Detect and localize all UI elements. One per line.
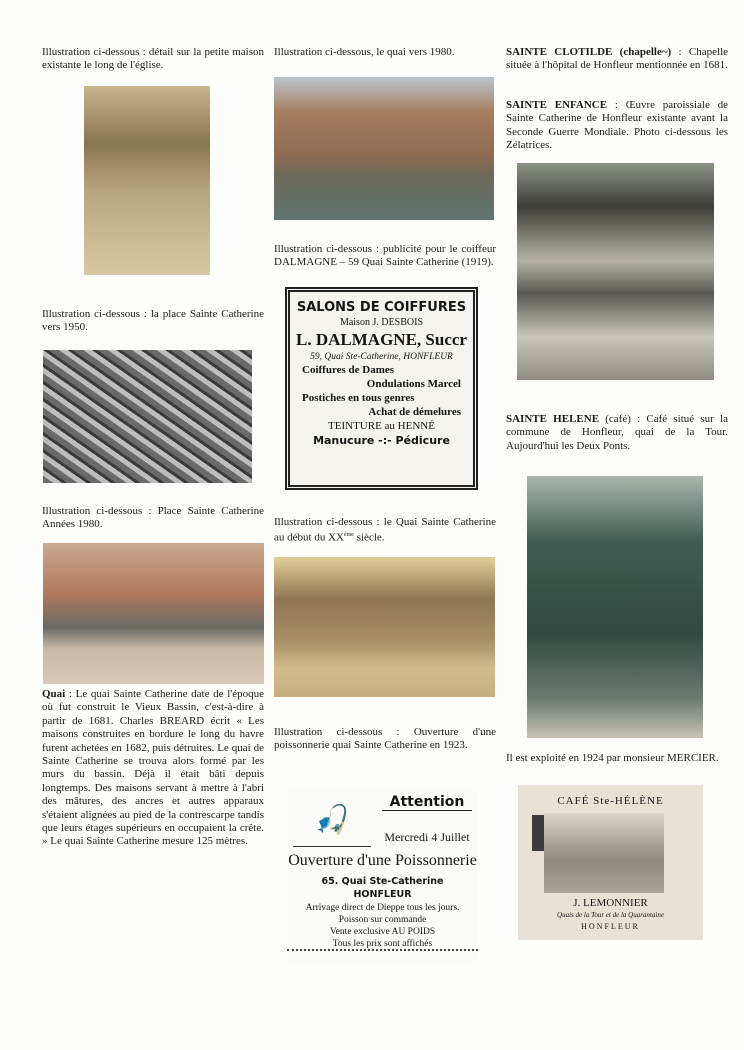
entry-title: SAINTE CLOTILDE (chapelle~) bbox=[506, 46, 672, 58]
caption-quai-1980: Illustration ci-dessous, le quai vers 1980. bbox=[274, 46, 455, 58]
ad-line: 59, Quai Ste-Catherine, HONFLEUR bbox=[310, 352, 453, 362]
caption-place-1980: Illustration ci-dessous : Place Sainte Catherine Années 1980. bbox=[42, 505, 264, 531]
ad-line: HONFLEUR bbox=[353, 889, 412, 900]
ad-line: Attention bbox=[382, 794, 472, 811]
ad-cafe-sainte-helene bbox=[518, 785, 703, 940]
ad-line: Vente exclusive AU POIDS bbox=[329, 927, 436, 937]
ad-line: HONFLEUR bbox=[581, 922, 640, 931]
entry-mercier: Il est exploité en 1924 par monsieur MERCIER. bbox=[506, 752, 719, 764]
ad-line: SALONS DE COIFFURES bbox=[296, 300, 467, 315]
entry-sainte-clotilde bbox=[506, 46, 728, 73]
photo-cafe-sainte-helene bbox=[527, 476, 703, 738]
ad-line: Mercredi 4 Juillet bbox=[384, 830, 470, 844]
caption-dalmagne: Illustration ci-dessous : publicité pour le coiffeur DALMAGNE – 59 Quai Sainte Catherine (1919). bbox=[274, 243, 496, 269]
postcard-quai-xxe bbox=[274, 557, 495, 697]
ad-line: Arrivage direct de Dieppe tous les jours. bbox=[305, 903, 460, 913]
caption-text: siècle. bbox=[353, 532, 385, 545]
ad-line: Achat de démelures bbox=[368, 406, 461, 418]
entry-text: : Œuvre paroissiale de Sainte Catherine de Honfleur existante avant la Seconde Guerre Mondiale. Photo ci-dessous les Zélatrices. bbox=[506, 99, 728, 152]
landscape-illustration bbox=[544, 813, 664, 893]
quai-text: : Le quai Sainte Catherine date de l'époque où fut construit le Vieux Bassin, c'est-à-dire à partir de 1681. Charles BREARD écrit « Les maisons construites en bordure le long du havre furent achetées en 1682, puis détruites. Le quai de Sainte Catherine se trouva alors formé par les murs du bassin. Déjà il était bâti depuis longtemps. Des maisons servant à mettre à l'abri des mâtures, des ancres et autres apparaux s'étaient alignées au pied de la contrescarpe tandis que leurs étages supérieurs en occupaient la crête. » Le quai Sainte Catherine mesure 125 mètres. bbox=[42, 688, 264, 848]
entry-text: : Chapelle située à l'hôpital de Honfleur mentionnée en 1681. bbox=[506, 46, 729, 72]
entry-title: SAINTE HELENE bbox=[506, 413, 600, 425]
ad-line: Ouverture d'une Poissonnerie bbox=[288, 852, 477, 869]
ad-line: Tous les prix sont affichés bbox=[287, 939, 478, 951]
caption-place-1950: Illustration ci-dessous : la place Sainte Catherine vers 1950. bbox=[42, 308, 264, 334]
ad-poissonnerie bbox=[287, 790, 478, 962]
entry-text: (café) : Café situé sur la commune de Honfleur, quai de la Tour. Aujourd'hui les Deux Ponts. bbox=[506, 413, 728, 452]
caption-quai-xxe bbox=[274, 516, 496, 545]
ad-line: CAFÉ Ste-HÉLÈNE bbox=[557, 795, 664, 807]
ad-line: Coiffures de Dames bbox=[302, 364, 395, 376]
ad-line: L. DALMAGNE, Succr bbox=[296, 330, 467, 349]
caption-petite-maison: Illustration ci-dessous : détail sur la petite maison existante le long de l'église. bbox=[42, 46, 264, 72]
ad-line: Manucure -:- Pédicure bbox=[313, 434, 450, 447]
ad-line: 65. Quai Ste-Catherine bbox=[321, 876, 444, 887]
caption-poissonnerie: Illustration ci-dessous : Ouverture d'une poissonnerie quai Sainte Catherine en 1923. bbox=[274, 726, 496, 752]
ad-line: TEINTURE au HENNÉ bbox=[328, 420, 435, 432]
ad-line: J. LEMONNIER bbox=[573, 897, 648, 909]
entry-title: SAINTE ENFANCE bbox=[506, 99, 608, 111]
ad-dalmagne bbox=[285, 287, 478, 490]
entry-sainte-enfance bbox=[506, 99, 728, 153]
ad-line: Quais de la Tour et de la Quarantaine bbox=[557, 911, 664, 919]
caption-sup: ème bbox=[343, 532, 354, 539]
fisherman-icon: 🎣 bbox=[293, 796, 371, 847]
ad-line: Postiches en tous genres bbox=[302, 392, 415, 404]
ad-line: Ondulations Marcel bbox=[366, 378, 461, 390]
photo-petite-maison bbox=[84, 86, 210, 275]
photo-place-1950 bbox=[43, 350, 252, 483]
ad-line: Poisson sur commande bbox=[338, 915, 427, 925]
quai-title: Quai bbox=[42, 688, 66, 700]
ad-line: Maison J. DESBOIS bbox=[339, 317, 424, 328]
photo-zelatrices bbox=[517, 163, 714, 380]
photo-quai-1980 bbox=[274, 77, 494, 220]
caption-text: Illustration ci-dessous : le Quai Sainte Catherine au début du XX bbox=[274, 516, 496, 545]
entry-sainte-helene bbox=[506, 413, 728, 453]
quai-paragraph bbox=[42, 688, 264, 849]
photo-place-1980 bbox=[43, 543, 264, 684]
